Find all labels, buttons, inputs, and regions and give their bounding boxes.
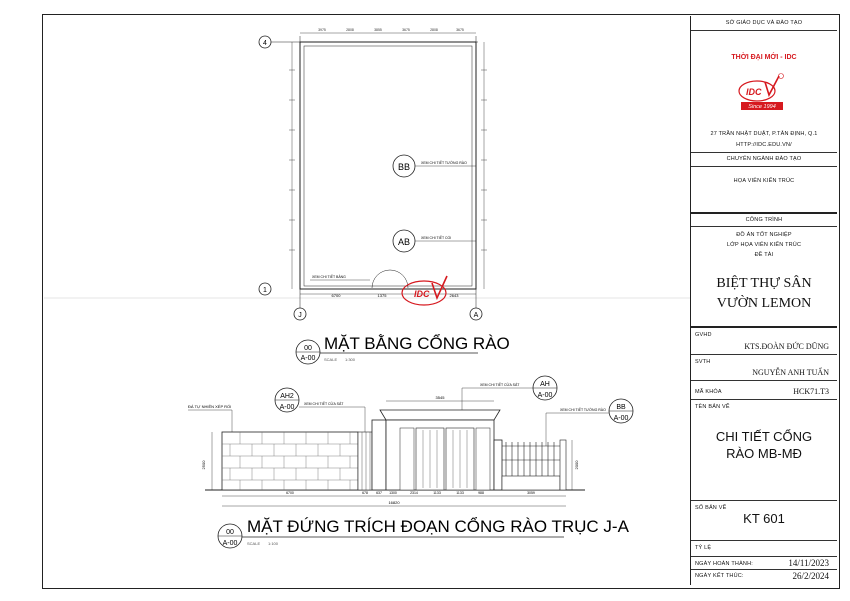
elev-callout-ah-sheet: A-00 bbox=[537, 392, 553, 399]
plan-tag-sheet: A-00 bbox=[300, 355, 316, 362]
elev-dim-2: 637 bbox=[376, 491, 382, 495]
tb-logo-since: Since 1994 bbox=[748, 104, 776, 110]
top-dim-5: 3675 bbox=[456, 28, 464, 32]
tb-logo-top: THỜI ĐẠI MỚI - IDC bbox=[731, 54, 797, 61]
elev-dim-6: 1133 bbox=[456, 491, 464, 495]
side-dim-ticks bbox=[289, 42, 487, 289]
watermark-text: IDC bbox=[414, 289, 430, 299]
elev-tag-num: 00 bbox=[226, 529, 234, 536]
gate-pillar-right bbox=[494, 440, 502, 490]
plan-tag-num: 00 bbox=[304, 345, 312, 352]
tb-topic-label: ĐỀ TÀI bbox=[754, 252, 774, 258]
elev-scale-value: 1:100 bbox=[268, 541, 279, 546]
tb-done-label: NGÀY HOÀN THÀNH: bbox=[695, 561, 754, 567]
elev-dim-top: 3545 bbox=[435, 395, 445, 400]
elev-dim-3: 1300 bbox=[389, 491, 397, 495]
tb-end-label: NGÀY KẾT THÚC: bbox=[695, 573, 744, 579]
top-dims bbox=[318, 28, 464, 32]
plan-scale-label: SCALE bbox=[324, 357, 338, 362]
plan-boundary-outer bbox=[300, 42, 476, 289]
elev-dim-height-left: 2500 bbox=[201, 460, 206, 470]
grid-label-a: A bbox=[473, 312, 479, 319]
iron-fence bbox=[502, 440, 566, 490]
tb-course: HCK71.T3 bbox=[793, 387, 829, 396]
elev-dim-8: 3059 bbox=[527, 491, 535, 495]
tb-done: 14/11/2023 bbox=[788, 558, 829, 568]
elev-title: MẶT ĐỨNG TRÍCH ĐOẠN CỔNG RÀO TRỤC J-A bbox=[247, 517, 629, 536]
idc-logo bbox=[691, 64, 837, 124]
tb-major: HỌA VIÊN KIẾN TRÚC bbox=[733, 178, 795, 184]
note-gate-side: XEM CHI TIẾT CỬA SẮT bbox=[304, 402, 344, 406]
plan-note-bb: XEM CHI TIẾT TƯỜNG RÀO bbox=[421, 161, 467, 165]
grid-label-1: 1 bbox=[263, 287, 267, 294]
top-dim-1: 2808 bbox=[346, 28, 354, 32]
tb-project-line2: LỚP HỌA VIÊN KIẾN TRÚC bbox=[726, 242, 802, 248]
plan-scale-value: 1:300 bbox=[345, 357, 356, 362]
grid-label-4: 4 bbox=[263, 40, 267, 47]
tb-gvhd: KTS.ĐOÀN ĐỨC DŨNG bbox=[744, 342, 829, 351]
elev-dim-4: 2314 bbox=[410, 491, 418, 495]
plan-callout-ab-label: AB bbox=[397, 237, 411, 247]
elev-scale-label: SCALE bbox=[247, 541, 261, 546]
tb-sheet-name-label: TÊN BẢN VẼ bbox=[695, 404, 730, 410]
elev-bottom-dims bbox=[286, 491, 535, 495]
tb-address: 27 TRẦN NHẬT DUẬT, P.TÂN ĐỊNH, Q.1 bbox=[710, 131, 818, 137]
gate-pillar-left bbox=[372, 420, 386, 490]
plan-dim-left: 6700 bbox=[331, 293, 341, 298]
top-dim-0: 3975 bbox=[318, 28, 326, 32]
top-dim-3: 3675 bbox=[402, 28, 410, 32]
stone-wall bbox=[222, 432, 358, 490]
tb-gvhd-label: GVHD bbox=[695, 332, 712, 338]
gate-swing-left bbox=[372, 270, 390, 288]
tb-end: 26/2/2024 bbox=[792, 571, 829, 581]
tb-project-label: CÔNG TRÌNH bbox=[745, 217, 783, 223]
tb-sheet-name: CHI TIẾT CỔNG RÀO MB-MĐ bbox=[715, 429, 813, 461]
tb-project-line1: ĐỒ ÁN TỐT NGHIỆP bbox=[736, 232, 792, 238]
tb-svth: NGUYỄN ANH TUẤN bbox=[752, 368, 829, 377]
tb-dept: SỞ GIÁO DỤC VÀ ĐÀO TẠO bbox=[725, 20, 803, 26]
elev-dim-7: 988 bbox=[478, 491, 484, 495]
tb-svth-label: SVTH bbox=[695, 359, 711, 365]
plan-title: MẶT BẰNG CỔNG RÀO bbox=[324, 334, 510, 353]
tb-sheet-no: KT 601 bbox=[743, 511, 785, 526]
idc-watermark-logo bbox=[402, 276, 447, 305]
elev-dim-1: 678 bbox=[362, 491, 368, 495]
tb-topic: BIỆT THỰ SÂN VƯỜN LEMON bbox=[716, 276, 812, 311]
elev-tag-sheet: A-00 bbox=[222, 540, 238, 547]
tb-course-label: MÃ KHÓA bbox=[695, 389, 722, 395]
top-dim-2: 3855 bbox=[374, 28, 382, 32]
tb-sheet-no-label: SỐ BẢN VẼ bbox=[695, 505, 727, 511]
elev-callout-ah2-label: AH2 bbox=[280, 393, 294, 400]
gate-canopy bbox=[380, 410, 500, 420]
elev-callout-bb-label: BB bbox=[616, 404, 626, 411]
elev-dim-total: 16820 bbox=[388, 500, 400, 505]
plan-note-ab: XEM CHI TIẾT CỔI bbox=[421, 236, 452, 240]
tb-logo-mark: IDC bbox=[746, 87, 762, 97]
plan-dim-right: 2643 bbox=[449, 293, 459, 298]
elev-dim-height-right: 2000 bbox=[574, 460, 579, 470]
elev-callout-bb-sheet: A-00 bbox=[613, 415, 629, 422]
note-gate-main: XEM CHI TIẾT CỬA SẮT bbox=[480, 383, 520, 387]
elev-callout-ah2-sheet: A-00 bbox=[279, 404, 295, 411]
tb-website: HTTP://IDC.EDU.VN/ bbox=[736, 142, 792, 148]
note-stone: ĐÁ TỰ NHIÊN XẾP RỐI bbox=[188, 404, 232, 409]
elev-dim-0: 6700 bbox=[286, 491, 294, 495]
plan-callout-bb-label: BB bbox=[397, 162, 411, 172]
grid-label-j: J bbox=[298, 312, 302, 319]
gate-swing-right bbox=[390, 270, 408, 288]
note-fence: XEM CHI TIẾT TƯỜNG RÀO bbox=[560, 408, 606, 412]
title-block bbox=[690, 16, 837, 585]
plan-dim-mid: 1375 bbox=[377, 293, 387, 298]
top-dim-4: 2808 bbox=[430, 28, 438, 32]
tb-major-label: CHUYÊN NGÀNH ĐÀO TẠO bbox=[726, 156, 802, 162]
elev-dim-5: 1133 bbox=[433, 491, 441, 495]
plan-note-gate: XEM CHI TIẾT BẢNG bbox=[312, 275, 346, 279]
elev-callout-ah-label: AH bbox=[540, 381, 550, 388]
tb-scale-label: TỶ LỆ bbox=[695, 545, 712, 551]
